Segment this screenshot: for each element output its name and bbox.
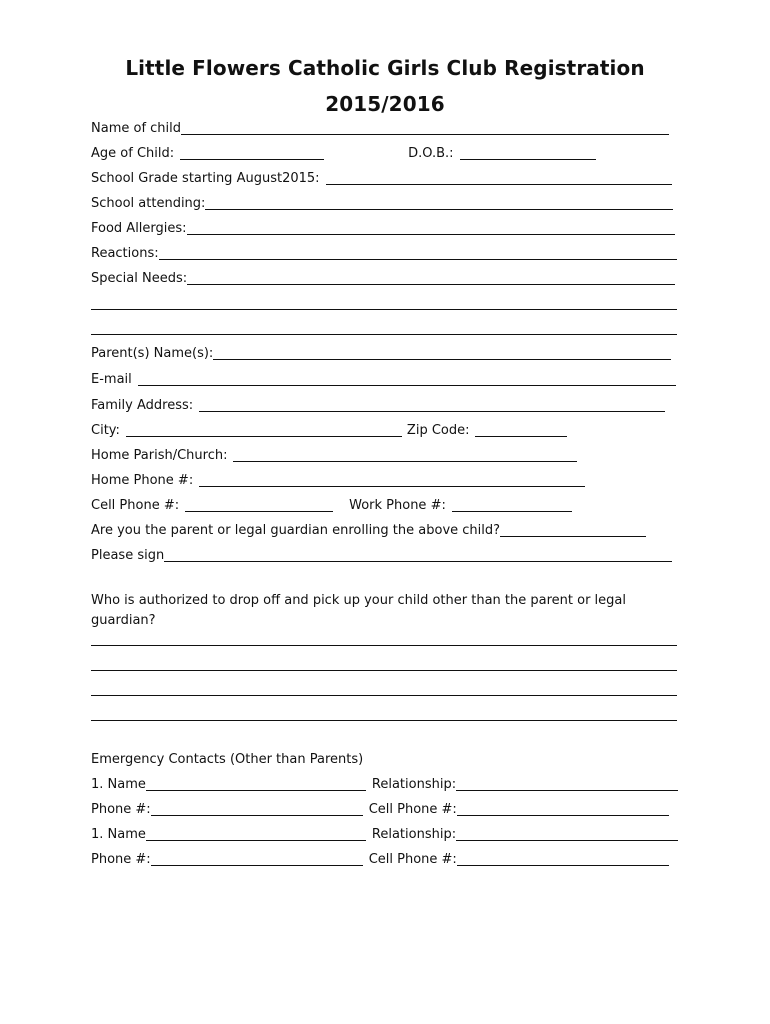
contact-cell-field[interactable] <box>457 851 669 866</box>
emergency-heading-row <box>91 750 363 768</box>
food-allergies-field[interactable] <box>187 220 675 235</box>
food-allergies-row <box>91 219 675 237</box>
contact-phone-label: Phone #: <box>91 802 151 817</box>
authorized-question: Who is authorized to drop off and pick up your child other than the parent or legal guardian? <box>91 593 626 628</box>
family-address-field[interactable] <box>199 397 665 412</box>
form-title: Little Flowers Catholic Girls Club Registration <box>125 56 645 80</box>
name-of-child-label: Name of child <box>91 121 182 136</box>
special-needs-row <box>91 269 675 287</box>
name-of-child-row <box>91 119 669 137</box>
contact-cell-label: Cell Phone #: <box>368 802 457 817</box>
home-phone-row <box>91 471 585 489</box>
school-attending-label: School attending: <box>91 196 206 211</box>
parents-name-field[interactable] <box>213 345 671 360</box>
emergency-contact-2-name-row <box>91 825 678 843</box>
authorized-line[interactable] <box>91 720 677 721</box>
cell-phone-field[interactable] <box>185 497 333 512</box>
school-attending-field[interactable] <box>205 195 673 210</box>
zip-code-label: Zip Code: <box>406 423 470 438</box>
home-parish-row <box>91 446 577 464</box>
special-needs-extra-line[interactable] <box>91 334 677 335</box>
contact-cell-label: Cell Phone #: <box>368 852 457 867</box>
emergency-contact-2-phone-row <box>91 850 669 868</box>
home-phone-label: Home Phone #: <box>91 473 194 488</box>
name-of-child-field[interactable] <box>181 120 669 135</box>
home-parish-label: Home Parish/Church: <box>91 448 228 463</box>
emergency-contact-1-phone-row <box>91 800 669 818</box>
city-field[interactable] <box>126 422 402 437</box>
special-needs-label: Special Needs: <box>91 271 188 286</box>
age-dob-row <box>91 144 596 162</box>
email-row <box>91 370 676 388</box>
please-sign-label: Please sign <box>91 548 165 563</box>
contact-relationship-field[interactable] <box>456 776 678 791</box>
work-phone-field[interactable] <box>452 497 572 512</box>
cell-work-phone-row <box>91 496 572 514</box>
contact-phone-field[interactable] <box>151 851 363 866</box>
authorized-line[interactable] <box>91 670 677 671</box>
authorized-line[interactable] <box>91 645 677 646</box>
contact-name-field[interactable] <box>146 776 366 791</box>
food-allergies-label: Food Allergies: <box>91 221 187 236</box>
emergency-contact-1-name-row <box>91 775 678 793</box>
dob-label: D.O.B.: <box>408 146 454 161</box>
school-grade-field[interactable] <box>326 170 672 185</box>
guardian-answer-field[interactable] <box>500 522 646 537</box>
contact-cell-field[interactable] <box>457 801 669 816</box>
family-address-label: Family Address: <box>91 398 194 413</box>
school-grade-label: School Grade starting August2015: <box>91 171 320 186</box>
contact-name-label: 1. Name <box>91 827 146 842</box>
work-phone-label: Work Phone #: <box>349 498 446 513</box>
contact-name-label: 1. Name <box>91 777 146 792</box>
home-parish-field[interactable] <box>233 447 577 462</box>
form-year: 2015/2016 <box>325 92 445 116</box>
authorized-line[interactable] <box>91 695 677 696</box>
signature-field[interactable] <box>164 547 672 562</box>
special-needs-field[interactable] <box>187 270 675 285</box>
dob-field[interactable] <box>460 145 596 160</box>
cell-phone-label: Cell Phone #: <box>91 498 180 513</box>
age-of-child-field[interactable] <box>180 145 324 160</box>
reactions-label: Reactions: <box>91 246 159 261</box>
contact-name-field[interactable] <box>146 826 366 841</box>
school-grade-row <box>91 169 672 187</box>
contact-relationship-field[interactable] <box>456 826 678 841</box>
contact-relationship-label: Relationship: <box>371 777 457 792</box>
emergency-contacts-heading: Emergency Contacts (Other than Parents) <box>91 752 364 767</box>
reactions-row <box>91 244 677 262</box>
parents-name-row <box>91 344 671 362</box>
school-attending-row <box>91 194 673 212</box>
guardian-question-row <box>91 521 646 539</box>
city-zip-row <box>91 421 567 439</box>
reactions-field[interactable] <box>159 245 677 260</box>
email-field[interactable] <box>138 371 676 386</box>
city-label: City: <box>91 423 120 438</box>
contact-phone-label: Phone #: <box>91 852 151 867</box>
contact-relationship-label: Relationship: <box>371 827 457 842</box>
please-sign-row <box>91 546 672 564</box>
age-of-child-label: Age of Child: <box>91 146 175 161</box>
family-address-row <box>91 396 665 414</box>
zip-code-field[interactable] <box>475 422 567 437</box>
parents-name-label: Parent(s) Name(s): <box>91 346 214 361</box>
guardian-question-label: Are you the parent or legal guardian enrolling the above child? <box>91 523 501 538</box>
special-needs-extra-line[interactable] <box>91 309 677 310</box>
home-phone-field[interactable] <box>199 472 585 487</box>
email-label: E-mail <box>91 372 132 387</box>
contact-phone-field[interactable] <box>151 801 363 816</box>
